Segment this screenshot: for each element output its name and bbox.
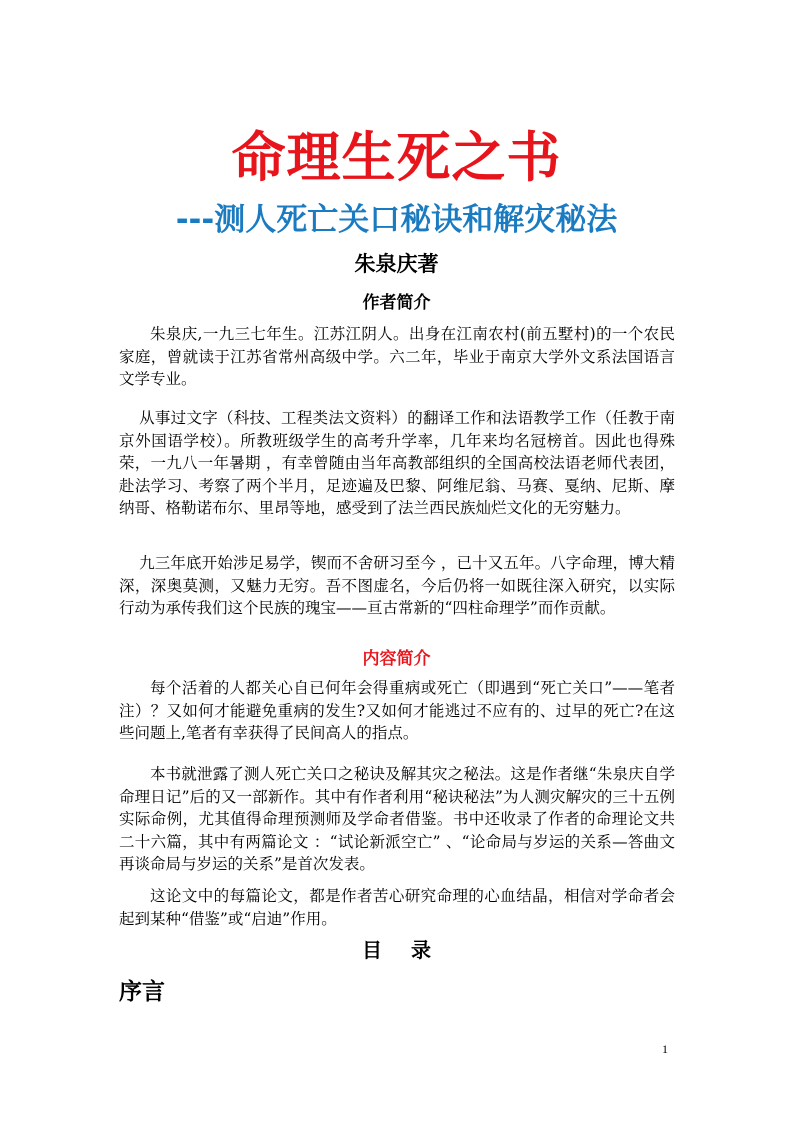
document-title: 命理生死之书 xyxy=(231,125,562,189)
content-intro-heading: 内容简介 xyxy=(362,649,431,669)
page-number: 1 xyxy=(662,1042,668,1056)
content-intro-paragraph-3: 这论文中的每篇论文，都是作者苦心研究命理的心血结晶，相信对学命者会起到某种“借鉴”或“启迪”作用。 xyxy=(119,887,675,928)
content-intro-paragraph-2: 本书就泄露了测人死亡关口之秘诀及解其灾之秘法。这是作者继“朱泉庆自学命理日记”后的又一部新作。其中有作者利用“秘诀秘法”为人测灾解灾的三十五例实际命例，尤其值得命理预测师及学命者借鉴。书中还收录了作者的命理论文共二十六篇，其中有两篇论文 ：“试论新派空亡” 、“论命局与岁运的关系—答曲文再谈命局与岁运的关系”是首次发表。 xyxy=(119,765,675,873)
content-intro-paragraph-1: 每个活着的人都关心自已何年会得重病或死亡（即遇到“死亡关口”——笔者注）？又如何才能避免重病的发生?又如何才能逃过不应有的、过早的死亡?在这些问题上,笔者有幸获得了民间高人的指点。 xyxy=(119,679,675,742)
document-subtitle: ---测人死亡关口秘诀和解灾秘法 xyxy=(175,202,618,238)
author-line: 朱泉庆著 xyxy=(354,252,439,276)
author-intro-paragraph-3: 九三年底开始涉足易学，锲而不舍研习至今 ，已十又五年。八字命理，博大精深，深奥莫测，又魅力无穷。吾不图虚名，今后仍将一如既往深入研究，以实际行动为承传我们这个民族的瑰宝——亘古常新的“四柱命理学”而作贡献。 xyxy=(119,554,675,617)
author-intro-heading: 作者简介 xyxy=(362,293,431,313)
author-intro-paragraph-1: 朱泉庆,一九三七年生。江苏江阴人。出身在江南农村(前五墅村)的一个农民家庭，曾就读于江苏省常州高级中学。六二年，毕业于南京大学外文系法国语言文学专业。 xyxy=(119,325,675,388)
author-intro-paragraph-2: 从事过文字（科技、工程类法文资料）的翻译工作和法语教学工作（任教于南京外国语学校）。所教班级学生的高考升学率，几年来均名冠榜首。因此也得殊荣，一九八一年暑期 ，有幸曾随由当年高教部组织的全国高校法语老师代表团，赴法学习、考察了两个半月，足迹遍及巴黎、阿维尼翁、马赛、戛纳、尼斯、摩纳哥、格勒诺布尔、里昂等地，感受到了法兰西民族灿烂文化的无穷魅力。 xyxy=(119,409,675,517)
toc-entry-preface: 序言 xyxy=(119,979,165,1005)
toc-title: 目 录 xyxy=(362,938,431,962)
